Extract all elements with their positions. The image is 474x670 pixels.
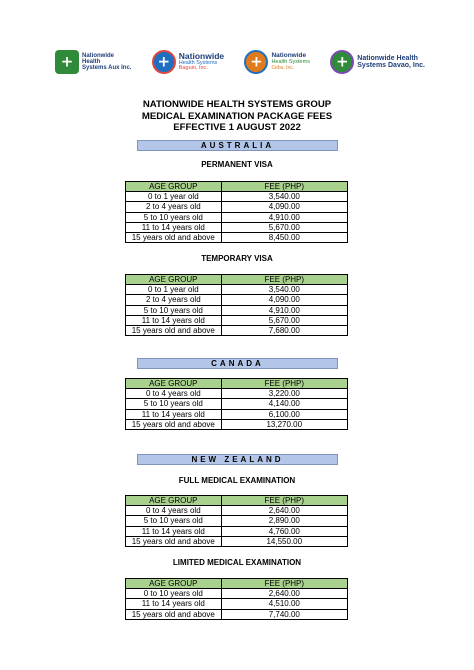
fee-cell: 6,100.00: [221, 409, 347, 419]
table-header-row: [126, 275, 348, 285]
cross-logo-icon: +: [152, 50, 176, 74]
header-fee: FEE (PHP): [221, 579, 347, 589]
table-row: [126, 506, 348, 516]
subtitle-permanent-visa: PERMANENT VISA: [201, 160, 273, 169]
table-row: [126, 222, 348, 232]
table-row: [126, 389, 348, 399]
age-group-cell: 0 to 4 years old: [126, 389, 222, 399]
cross-logo-icon: +: [330, 50, 354, 74]
title-line-1: NATIONWIDE HEALTH SYSTEMS GROUP: [142, 99, 332, 110]
logo-baguio-line1: Nationwide: [178, 50, 225, 61]
table-row: [126, 325, 348, 335]
table-row: [126, 305, 348, 315]
age-group-cell: 11 to 14 years old: [126, 526, 222, 536]
age-group-cell: 5 to 10 years old: [126, 305, 222, 315]
header-fee: FEE (PHP): [221, 496, 347, 506]
header-fee: FEE (PHP): [221, 275, 347, 285]
age-group-cell: 11 to 14 years old: [126, 409, 222, 419]
fee-cell: 5,670.00: [221, 222, 347, 232]
fee-cell: 2,640.00: [221, 506, 347, 516]
age-group-cell: 11 to 14 years old: [126, 222, 222, 232]
table-row: [126, 526, 348, 536]
subtitle-full-medical: FULL MEDICAL EXAMINATION: [178, 476, 296, 485]
logo-davao-line2: Systems Davao, Inc.: [357, 62, 425, 69]
header-age-group: AGE GROUP: [126, 579, 222, 589]
section-band-australia: AUSTRALIA: [137, 140, 338, 151]
age-group-cell: 0 to 10 years old: [126, 589, 222, 599]
age-group-cell: 11 to 14 years old: [126, 315, 222, 325]
fee-cell: 3,540.00: [221, 285, 347, 295]
fee-cell: 3,540.00: [221, 192, 347, 202]
logo-strip: [55, 46, 425, 78]
logo-aux-line2: Health: [82, 58, 101, 65]
table-header-row: [126, 579, 348, 589]
age-group-cell: 0 to 4 years old: [126, 506, 222, 516]
age-group-cell: 15 years old and above: [126, 419, 222, 429]
cross-logo-icon: +: [244, 50, 268, 74]
fee-cell: 4,910.00: [221, 305, 347, 315]
fee-cell: 13,270.00: [221, 419, 347, 429]
header-fee: FEE (PHP): [221, 182, 347, 192]
fee-cell: 4,510.00: [221, 599, 347, 609]
age-group-cell: 0 to 1 year old: [126, 285, 222, 295]
document-title: [0, 99, 474, 134]
age-group-cell: 0 to 1 year old: [126, 192, 222, 202]
fee-table-canada: [125, 378, 348, 430]
fee-table-temporary-visa: [125, 274, 348, 336]
logo-aux-line3: Systems Aux Inc.: [82, 65, 132, 72]
logo-davao-line1: Nationwide Health: [357, 54, 418, 62]
table-row: [126, 536, 348, 546]
table-row: [126, 295, 348, 305]
table-row: [126, 419, 348, 429]
header-age-group: AGE GROUP: [126, 496, 222, 506]
fee-cell: 4,760.00: [221, 526, 347, 536]
table-row: [126, 232, 348, 242]
table-header-row: [126, 379, 348, 389]
table-row: [126, 315, 348, 325]
logo-cebu-line3: Cebu, Inc.: [271, 64, 295, 71]
fee-cell: 14,550.00: [221, 536, 347, 546]
age-group-cell: 15 years old and above: [126, 609, 222, 619]
age-group-cell: 15 years old and above: [126, 536, 222, 546]
logo-davao: [330, 50, 425, 74]
table-row: [126, 202, 348, 212]
fee-cell: 7,740.00: [221, 609, 347, 619]
fee-cell: 8,450.00: [221, 232, 347, 242]
age-group-cell: 5 to 10 years old: [126, 516, 222, 526]
logo-baguio-line2: Health Systems: [178, 59, 218, 66]
section-band-canada: CANADA: [137, 358, 338, 369]
fee-table-limited-medical: [125, 578, 348, 620]
header-fee: FEE (PHP): [221, 379, 347, 389]
age-group-cell: 2 to 4 years old: [126, 202, 222, 212]
fee-cell: 4,910.00: [221, 212, 347, 222]
fee-cell: 4,090.00: [221, 295, 347, 305]
age-group-cell: 2 to 4 years old: [126, 295, 222, 305]
header-age-group: AGE GROUP: [126, 275, 222, 285]
table-row: [126, 192, 348, 202]
logo-cebu: [244, 50, 310, 74]
fee-cell: 3,220.00: [221, 389, 347, 399]
table-header-row: [126, 496, 348, 506]
logo-aux-line1: Nationwide: [82, 52, 115, 59]
logo-cebu-line1: Nationwide: [271, 52, 307, 60]
fee-table-permanent-visa: [125, 181, 348, 243]
table-row: [126, 516, 348, 526]
subtitle-limited-medical: LIMITED MEDICAL EXAMINATION: [172, 558, 302, 567]
fee-table-full-medical: [125, 495, 348, 547]
logo-baguio: [152, 50, 224, 74]
cross-logo-icon: +: [55, 50, 79, 74]
table-header-row: [126, 182, 348, 192]
age-group-cell: 5 to 10 years old: [126, 212, 222, 222]
fee-cell: 2,890.00: [221, 516, 347, 526]
subtitle-temporary-visa: TEMPORARY VISA: [201, 254, 273, 263]
title-line-2: MEDICAL EXAMINATION PACKAGE FEES: [141, 110, 333, 122]
header-age-group: AGE GROUP: [126, 182, 222, 192]
table-row: [126, 409, 348, 419]
table-row: [126, 212, 348, 222]
logo-baguio-line3: Baguio, Inc.: [178, 65, 208, 72]
fee-cell: 5,670.00: [221, 315, 347, 325]
logo-cebu-line2: Health Systems: [271, 58, 310, 65]
fee-cell: 4,090.00: [221, 202, 347, 212]
age-group-cell: 15 years old and above: [126, 325, 222, 335]
fee-cell: 7,680.00: [221, 325, 347, 335]
table-row: [126, 589, 348, 599]
table-row: [126, 285, 348, 295]
logo-aux: [55, 50, 131, 74]
fee-cell: 2,640.00: [221, 589, 347, 599]
section-band-new-zealand: NEW ZEALAND: [137, 454, 338, 465]
age-group-cell: 5 to 10 years old: [126, 399, 222, 409]
fee-cell: 4,140.00: [221, 399, 347, 409]
age-group-cell: 15 years old and above: [126, 232, 222, 242]
header-age-group: AGE GROUP: [126, 379, 222, 389]
title-line-3: EFFECTIVE 1 AUGUST 2022: [173, 122, 301, 133]
table-row: [126, 599, 348, 609]
age-group-cell: 11 to 14 years old: [126, 599, 222, 609]
table-row: [126, 609, 348, 619]
table-row: [126, 399, 348, 409]
